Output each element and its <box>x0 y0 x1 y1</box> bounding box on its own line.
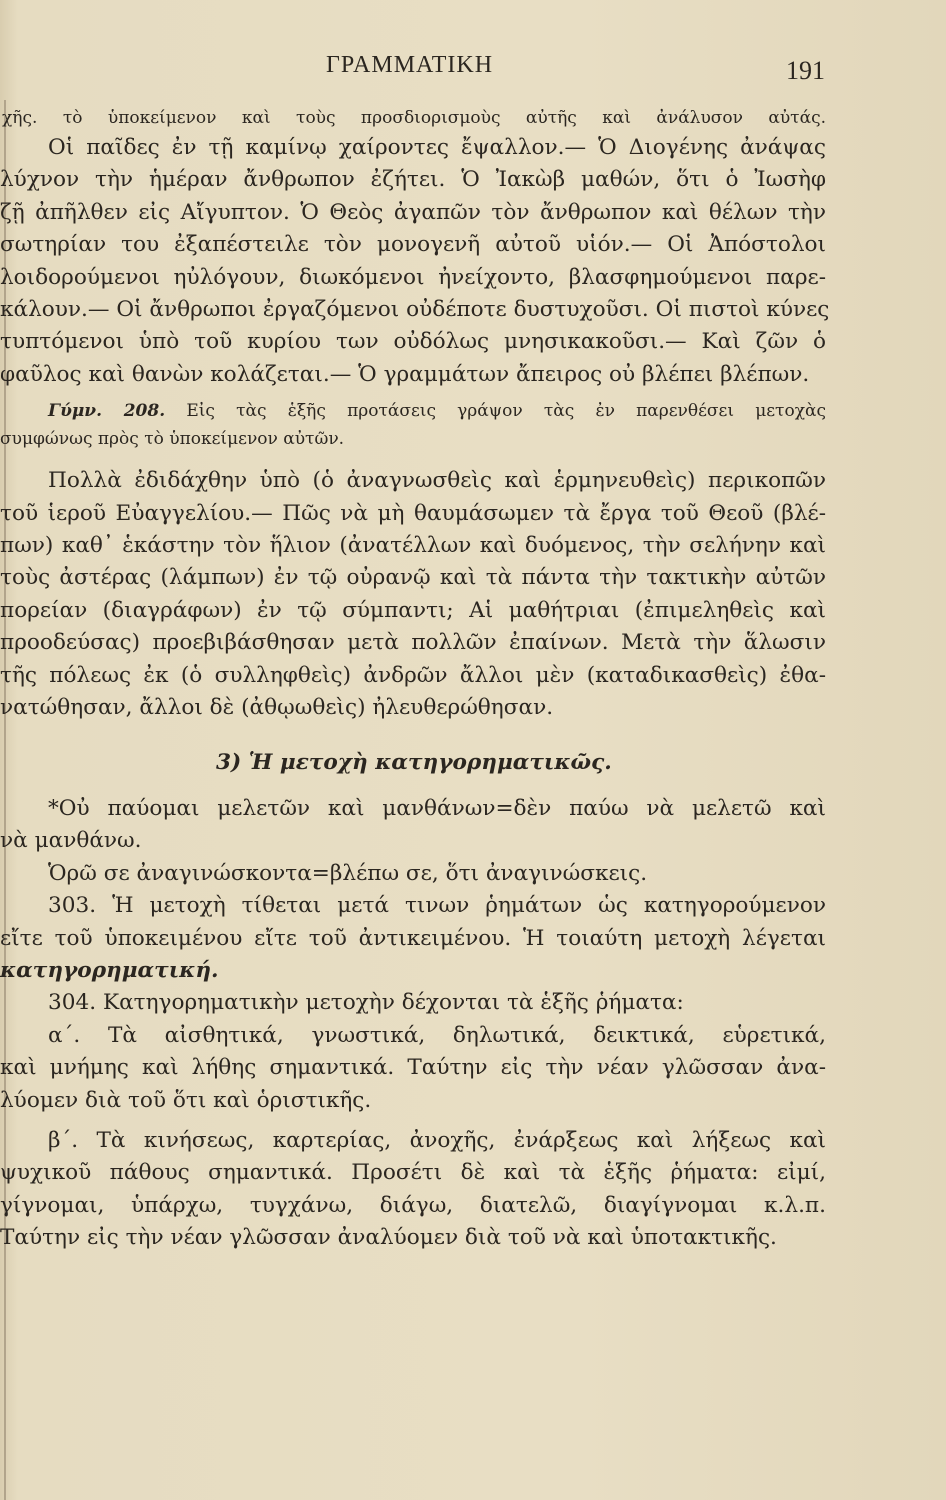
text-line: σωτηρίαν του ἐξαπέστειλε τὸν μονογενῆ αὐτοῦ υἱόν.— Οἱ Ἀπόστολοι <box>0 232 826 258</box>
text-line: πορείαν (διαγράφων) ἐν τῷ σύμπαντι; Αἱ μαθήτριαι (ἐπιμεληθεὶς καὶ <box>0 597 826 623</box>
text-line: Πολλὰ ἐδιδάχθην ὑπὸ (ὁ ἀναγνωσθεὶς καὶ ἑρμηνευθεὶς) περικοπῶν <box>48 468 826 494</box>
exercise-instruction: Εἰς τὰς ἑξῆς προτάσεις γράψον τὰς ἐν παρενθέσει μετοχὰς <box>186 401 826 422</box>
page-header <box>0 52 946 88</box>
text-line: νατώθησαν, ἄλλοι δὲ (ἀθῳωθεὶς) ἠλευθερώθησαν. <box>0 695 554 721</box>
text-line: τυπτόμενοι ὑπὸ τοῦ κυρίου των οὐδόλως μνησικακοῦσι.— Καὶ ζῶν ὁ <box>0 329 826 355</box>
text-line: φαῦλος καὶ θανὼν κολάζεται.— Ὁ γραμμάτων ἄπειρος οὐ βλέπει βλέπων. <box>0 361 810 387</box>
page-number: 191 <box>786 56 825 85</box>
section-heading: 3) Ἡ μετοχὴ κατηγορηματικῶς. <box>216 749 612 775</box>
paragraph-303: 303. Ἡ μετοχὴ τίθεται μετά τινων ῥημάτων ὡς κατηγορούμενον <box>48 893 826 919</box>
text-line: χῆς. τὸ ὑποκείμενον καὶ τοὺς προσδιορισμοὺς αὐτῆς καὶ ἀνάλυσον αὐτάς. <box>2 108 826 128</box>
text-line: προοδεύσας) προεβιβάσθησαν μετὰ πολλῶν ἐπαίνων. Μετὰ τὴν ἅλωσιν <box>0 630 826 656</box>
text-line: Ταύτην εἰς τὴν νέαν γλῶσσαν ἀναλύομεν διὰ τοῦ νὰ καὶ ὑποτακτικῆς. <box>0 1225 777 1251</box>
text-line: κατηγορηματική. <box>0 957 219 983</box>
exercise-heading <box>0 397 826 425</box>
text-line: λύχνον τὴν ἡμέραν ἄνθρωπον ἐζήτει. Ὁ Ἰακὼβ μαθών, ὅτι ὁ Ἰωσὴφ <box>0 167 826 193</box>
text-line: τοὺς ἀστέρας (λάμπων) ἐν τῷ οὐρανῷ καὶ τὰ πάντα τὴν τακτικὴν αὐτῶν <box>0 565 826 591</box>
text-line: ψυχικοῦ πάθους σημαντικά. Προσέτι δὲ καὶ τὰ ἑξῆς ῥήματα: εἰμί, <box>0 1160 826 1186</box>
text-line: γίγνομαι, ὑπάρχω, τυγχάνω, διάγω, διατελῶ, διαγίγνομαι κ.λ.π. <box>0 1192 826 1218</box>
list-item-alpha: α΄. Τὰ αἰσθητικά, γνωστικά, δηλωτικά, δεικτικά, εὑρετικά, <box>48 1022 826 1048</box>
paragraph-304: 304. Κατηγορηματικὴν μετοχὴν δέχονται τὰ ἑξῆς ῥήματα: <box>48 990 684 1016</box>
exercise-instruction-cont: συμφώνως πρὸς τὸ ὑποκείμενον αὐτῶν. <box>0 429 345 450</box>
example-line: νὰ μανθάνω. <box>0 828 142 854</box>
text-line: λοιδορούμενοι ηὐλόγουν, διωκόμενοι ἠνείχοντο, βλασφημούμενοι παρε- <box>0 264 826 290</box>
running-head: ΓΡΑΜΜΑΤΙΚΗ <box>326 52 494 78</box>
text-line: εἴτε τοῦ ὑποκειμένου εἴτε τοῦ ἀντικειμένου. Ἡ τοιαύτη μετοχὴ λέγεται <box>0 925 826 951</box>
text-line: τοῦ ἱεροῦ Εὐαγγελίου.— Πῶς νὰ μὴ θαυμάσωμεν τὰ ἔργα τοῦ Θεοῦ (βλέ- <box>0 500 826 526</box>
example-line: *Οὐ παύομαι μελετῶν καὶ μανθάνων=δὲν παύω νὰ μελετῶ καὶ <box>48 795 826 821</box>
text-line: τῆς πόλεως ἐκ (ὁ συλληφθεὶς) ἀνδρῶν ἄλλοι μὲν (καταδικασθεὶς) ἐθα- <box>0 662 826 688</box>
text-line: Οἱ παῖδες ἐν τῇ καμίνῳ χαίροντες ἔψαλλον.— Ὁ Διογένης ἀνάψας <box>48 135 826 160</box>
text-line: ζῇ ἀπῆλθεν εἰς Αἴγυπτον. Ὁ Θεὸς ἀγαπῶν τὸν ἄνθρωπον καὶ θέλων τὴν <box>0 199 826 225</box>
text-line: λύομεν διὰ τοῦ ὅτι καὶ ὁριστικῆς. <box>0 1087 372 1113</box>
example-line: Ὁρῶ σε ἀναγινώσκοντα=βλέπω σε, ὅτι ἀναγινώσκεις. <box>48 860 648 886</box>
text-line: πων) καθ᾽ ἑκάστην τὸν ἥλιον (ἀνατέλλων καὶ δυόμενος, τὴν σελήνην καὶ <box>0 533 826 559</box>
list-item-beta: β΄. Τὰ κινήσεως, καρτερίας, ἀνοχῆς, ἐνάρξεως καὶ λήξεως καὶ <box>48 1127 826 1153</box>
exercise-label: Γύμν. 208. <box>48 401 166 422</box>
text-line: κάλουν.— Οἱ ἄνθρωποι ἐργαζόμενοι οὐδέποτε δυστυχοῦσι. Οἱ πιστοὶ κύνες <box>0 297 830 323</box>
text-line: καὶ μνήμης καὶ λήθης σημαντικά. Ταύτην εἰς τὴν νέαν γλῶσσαν ἀνα- <box>0 1055 826 1081</box>
page-body <box>0 104 830 1255</box>
